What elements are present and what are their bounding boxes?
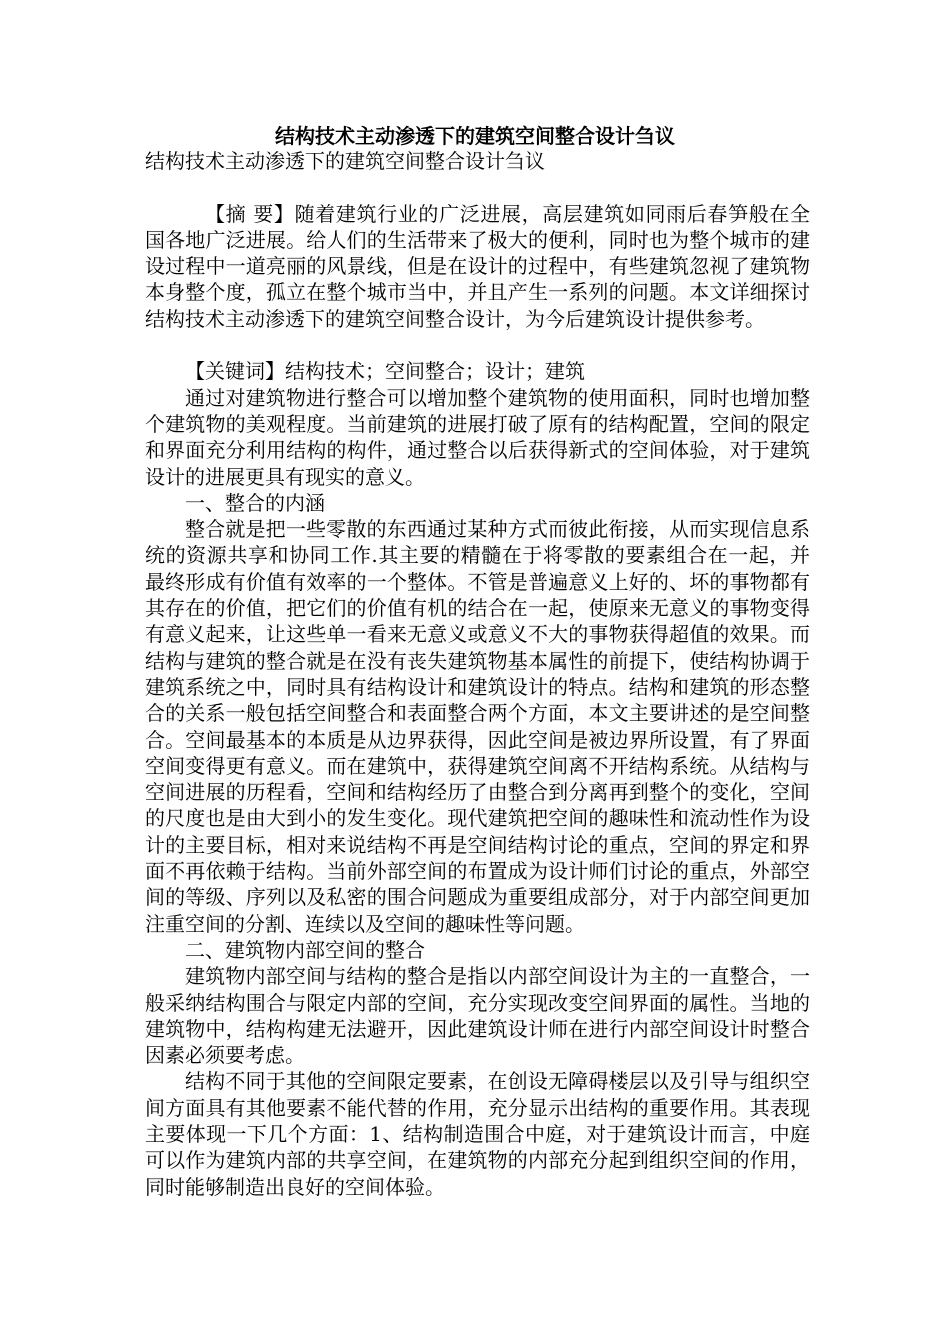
blank-line — [145, 174, 810, 200]
abstract-paragraph: 【摘 要】随着建筑行业的广泛进展，高层建筑如同雨后春笋般在全国各地广泛进展。给人们的生活带来了极大的便利，同时也为整个城市的建设过程中一道亮丽的风景线，但是在设计的过程中，有些建筑忽视了建筑物本身整个度，孤立在整个城市当中，并且产生一系列的问题。本文详细探讨结构技术主动渗透下的建筑空间整合设计，为今后建筑设计提供参考。 — [145, 201, 810, 331]
intro-paragraph: 通过对建筑物进行整合可以增加整个建筑物的使用面积，同时也增加整个建筑物的美观程度。当前建筑的进展打破了原有的结构配置，空间的限定和界面充分利用结构的构件，通过整合以后获得新式的空间体验，对于建筑设计的进展更具有现实的意义。 — [145, 385, 810, 489]
section-2-paragraph-1: 建筑物内部空间与结构的整合是指以内部空间设计为主的一直整合，一般采纳结构围合与限定内部的空间，充分实现改变空间界面的属性。当地的建筑物中，结构构建无法避开，因此建筑设计师在进行内部空间设计时整合因素必须要考虑。 — [145, 964, 810, 1068]
document-body — [145, 148, 810, 1200]
blank-line — [145, 332, 810, 358]
section-heading-1: 一、整合的内涵 — [185, 490, 325, 515]
keywords-paragraph: 【关键词】结构技术；空间整合；设计；建筑 — [185, 359, 585, 384]
section-heading-2: 二、建筑物内部空间的整合 — [185, 937, 425, 962]
section-2-paragraph-2: 结构不同于其他的空间限定要素，在创设无障碍楼层以及引导与组织空间方面具有其他要素不能代替的作用，充分显示出结构的重要作用。其表现主要体现一下几个方面：1、结构制造围合中庭，对于建筑设计而言，中庭可以作为建筑内部的共享空间，在建筑物的内部充分起到组织空间的作用，同时能够制造出良好的空间体验。 — [145, 1069, 810, 1199]
document-title: 结构技术主动渗透下的建筑空间整合设计刍议 — [275, 124, 675, 148]
document-subtitle: 结构技术主动渗透下的建筑空间整合设计刍议 — [145, 149, 545, 173]
section-1-paragraph: 整合就是把一些零散的东西通过某种方式而彼此衔接，从而实现信息系统的资源共享和协同工作.其主要的精髓在于将零散的要素组合在一起，并最终形成有价值有效率的一个整体。不管是普遍意义上好的、坏的事物都有其存在的价值，把它们的价值有机的结合在一起，使原来无意义的事物变得有意义起来，让这些单一看来无意义或意义不大的事物获得超值的效果。而结构与建筑的整合就是在没有丧失建筑物基本属性的前提下，使结构协调于建筑系统之中，同时具有结构设计和建筑设计的特点。结构和建筑的形态整合的关系一般包括空间整合和表面整合两个方面，本文主要讲述的是空间整合。空间最基本的本质是从边界获得，因此空间是被边界所设置，有了界面空间变得更有意义。而在建筑中，获得建筑空间离不开结构系统。从结构与空间进展的历程看，空间和结构经历了由整合到分离再到整个的变化，空间的尺度也是由大到小的发生变化。现代建筑把空间的趣味性和流动性作为设计的主要目标，相对来说结构不再是空间结构讨论的重点，空间的界定和界面不再依赖于结构。当前外部空间的布置成为设计师们讨论的重点，外部空间的等级、序列以及私密的围合问题成为重要组成部分，对于内部空间更加注重空间的分割、连续以及空间的趣味性等问题。 — [145, 517, 810, 936]
